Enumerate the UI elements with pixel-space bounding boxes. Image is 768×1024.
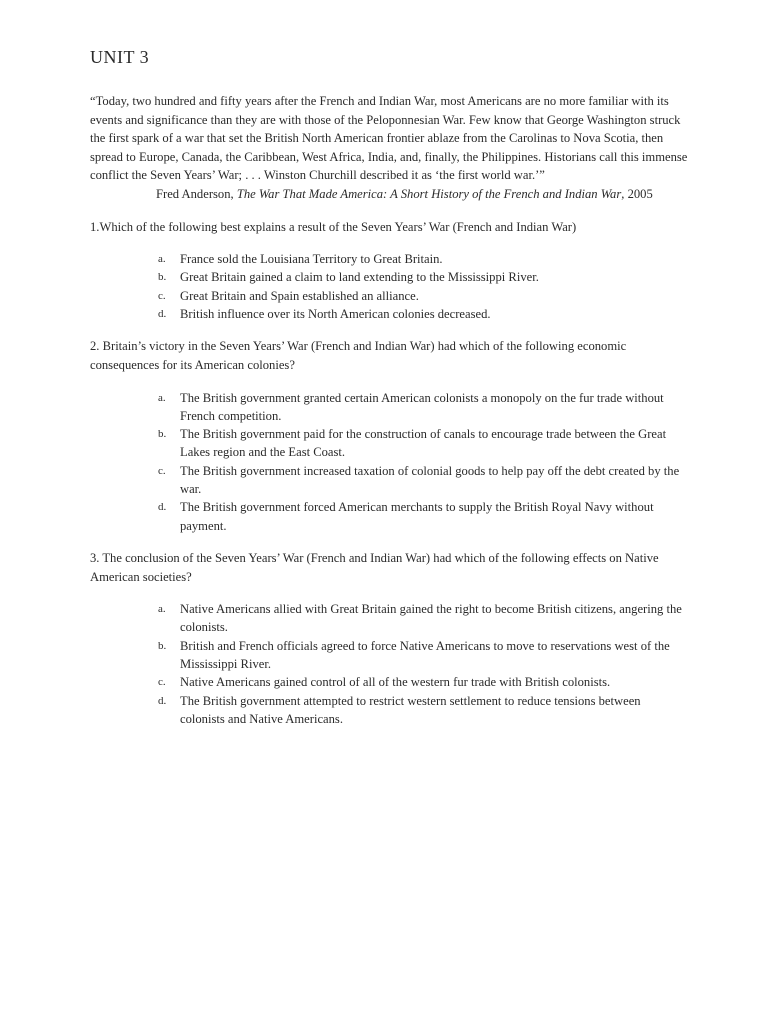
question-3-options bbox=[90, 600, 698, 728]
option-letter: d. bbox=[158, 694, 167, 707]
option-item bbox=[158, 673, 698, 691]
option-text: Native Americans allied with Great Britain gained the right to become British citizens, angering the colonists. bbox=[180, 602, 682, 635]
citation-author: Fred Anderson, bbox=[156, 186, 237, 201]
option-letter: c. bbox=[158, 289, 166, 302]
option-item bbox=[158, 305, 698, 323]
option-text: The British government increased taxation of colonial goods to help pay off the debt created by the war. bbox=[180, 463, 680, 497]
question-3: 3. The conclusion of the Seven Years’ War (French and Indian War) had which of the following effects on Native American societies? bbox=[90, 550, 659, 584]
option-letter: d. bbox=[158, 308, 167, 321]
option-text: British and French officials agreed to force Native Americans to move to reservations west of the Mississippi River. bbox=[180, 638, 670, 671]
citation-book-title: The War That Made America: A Short History of the French and Indian War bbox=[236, 186, 622, 201]
option-text: Native Americans gained control of all of the western fur trade with British colonists. bbox=[180, 675, 611, 690]
option-item bbox=[158, 600, 698, 637]
option-item bbox=[158, 692, 698, 729]
option-text: The British government forced American merchants to supply the British Royal Navy without payment. bbox=[180, 500, 654, 533]
quote-citation bbox=[156, 185, 698, 204]
option-letter: c. bbox=[158, 676, 166, 689]
citation-year: , 2005 bbox=[621, 186, 653, 201]
option-item bbox=[158, 287, 698, 305]
question-2-options bbox=[90, 389, 698, 535]
option-item bbox=[158, 637, 698, 674]
question-2: 2. Britain’s victory in the Seven Years’ War (French and Indian War) had which of the following economic consequences for its American colonies? bbox=[90, 339, 627, 372]
option-text: The British government granted certain American colonists a monopoly on the fur trade without French competition. bbox=[180, 390, 664, 423]
option-text: Great Britain and Spain established an alliance. bbox=[180, 288, 419, 303]
option-item bbox=[158, 389, 698, 426]
option-text: Great Britain gained a claim to land extending to the Mississippi River. bbox=[180, 270, 539, 285]
option-letter: d. bbox=[158, 501, 167, 514]
question-1: 1.Which of the following best explains a result of the Seven Years’ War (French and Indian War) bbox=[90, 219, 577, 234]
option-item bbox=[158, 250, 698, 268]
quote-text: “Today, two hundred and fifty years after the French and Indian War, most Americans are no more familiar with its events and significance than they are with those of the Peloponnesian War. Few know that George Washington struck the first spark of a war that set the British North American frontier ablaze from the Carolinas to Nova Scotia, then spread to Europe, Canada, the Caribbean, West Africa, India, and, finally, the Philippines. Historians call this immense conflict the Seven Years’ War; . . . Winston Churchill described it as ‘the first world war.’” bbox=[90, 94, 688, 183]
option-text: The British government paid for the construction of canals to encourage trade between the Great Lakes region and the East Coast. bbox=[180, 427, 667, 460]
option-letter: a. bbox=[158, 391, 166, 404]
question-1-options bbox=[90, 250, 698, 323]
option-letter: a. bbox=[158, 603, 166, 616]
option-item bbox=[158, 425, 698, 462]
option-text: The British government attempted to restrict western settlement to reduce tensions between colonists and Native Americans. bbox=[180, 693, 641, 726]
option-text: France sold the Louisiana Territory to Great Britain. bbox=[180, 252, 443, 267]
option-item bbox=[158, 498, 698, 535]
option-letter: b. bbox=[158, 639, 167, 652]
option-letter: b. bbox=[158, 428, 167, 441]
option-letter: a. bbox=[158, 253, 166, 266]
option-item bbox=[158, 462, 698, 499]
option-item bbox=[158, 268, 698, 286]
unit-title: UNIT 3 bbox=[90, 47, 150, 67]
option-text: British influence over its North American colonies decreased. bbox=[180, 307, 491, 322]
option-letter: c. bbox=[158, 464, 166, 477]
option-letter: b. bbox=[158, 271, 167, 284]
